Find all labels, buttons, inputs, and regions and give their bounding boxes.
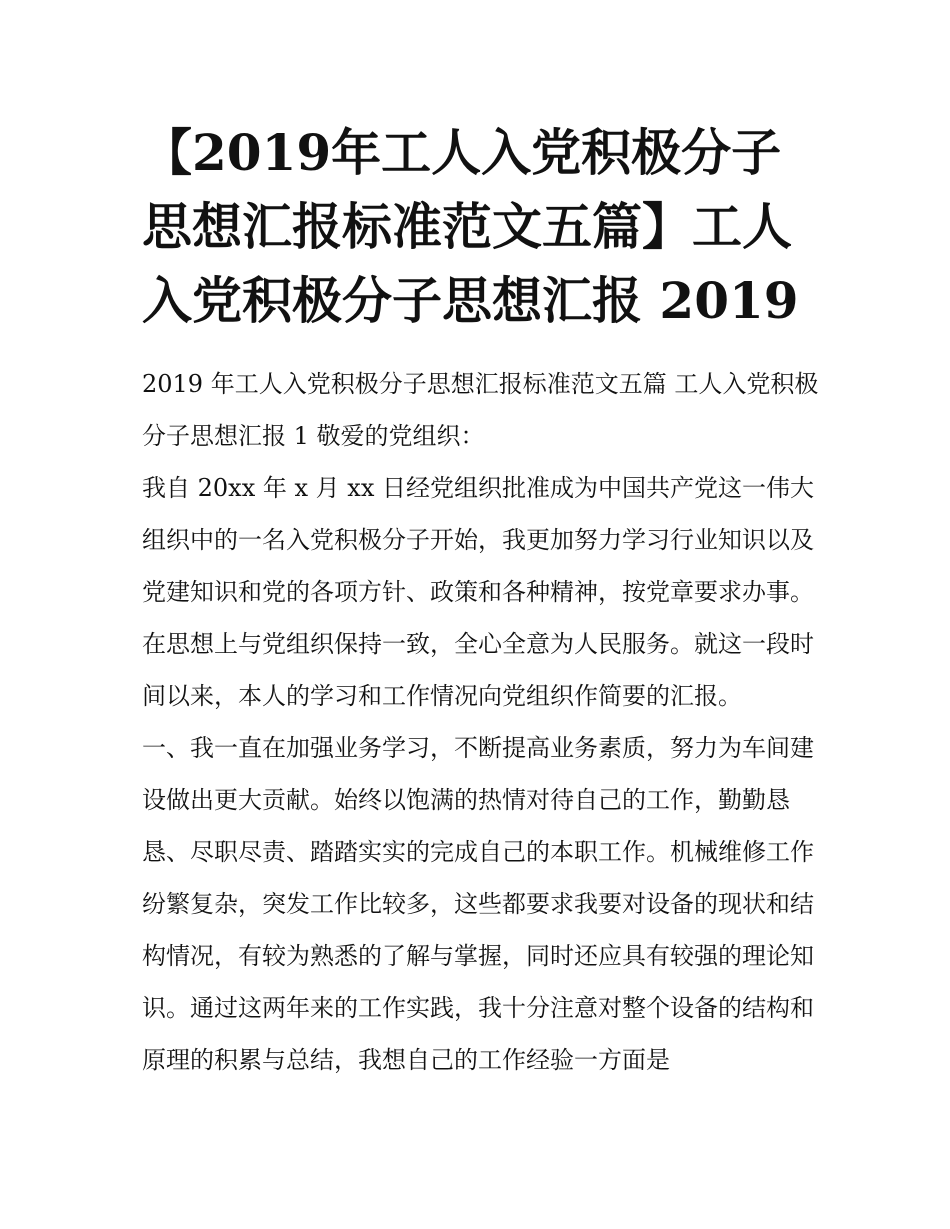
document-title: 【2019年工人入党积极分子思想汇报标准范文五篇】工人入党积极分子思想汇报 2019: [142, 123, 799, 330]
paragraph-1: 我自 20xx 年 x 月 xx 日经党组织批准成为中国共产党这一伟大组织中的一名入党积极分子开始，我更加努力学习行业知识以及党建知识和党的各项方针、政策和各种精神，按党章要求办事。在思想上与党组织保持一致，全心全意为人民服务。就这一段时间以来，本人的学习和工作情况向党组织作简要的汇报。: [142, 474, 814, 710]
document-body: [142, 358, 822, 1086]
paragraph-2: 一、我一直在加强业务学习，不断提高业务素质，努力为车间建设做出更大贡献。始终以饱满的热情对待自己的工作，勤勤恳恳、尽职尽责、踏踏实实的完成自己的本职工作。机械维修工作纷繁复杂，突发工作比较多，这些都要求我要对设备的现状和结构情况，有较为熟悉的了解与掌握，同时还应具有较强的理论知识。通过这两年来的工作实践，我十分注意对整个设备的结构和原理的积累与总结，我想自己的工作经验一方面是: [142, 734, 814, 1074]
paragraph-intro: 2019 年工人入党积极分子思想汇报标准范文五篇 工人入党积极分子思想汇报 1 敬爱的党组织：: [142, 370, 819, 450]
